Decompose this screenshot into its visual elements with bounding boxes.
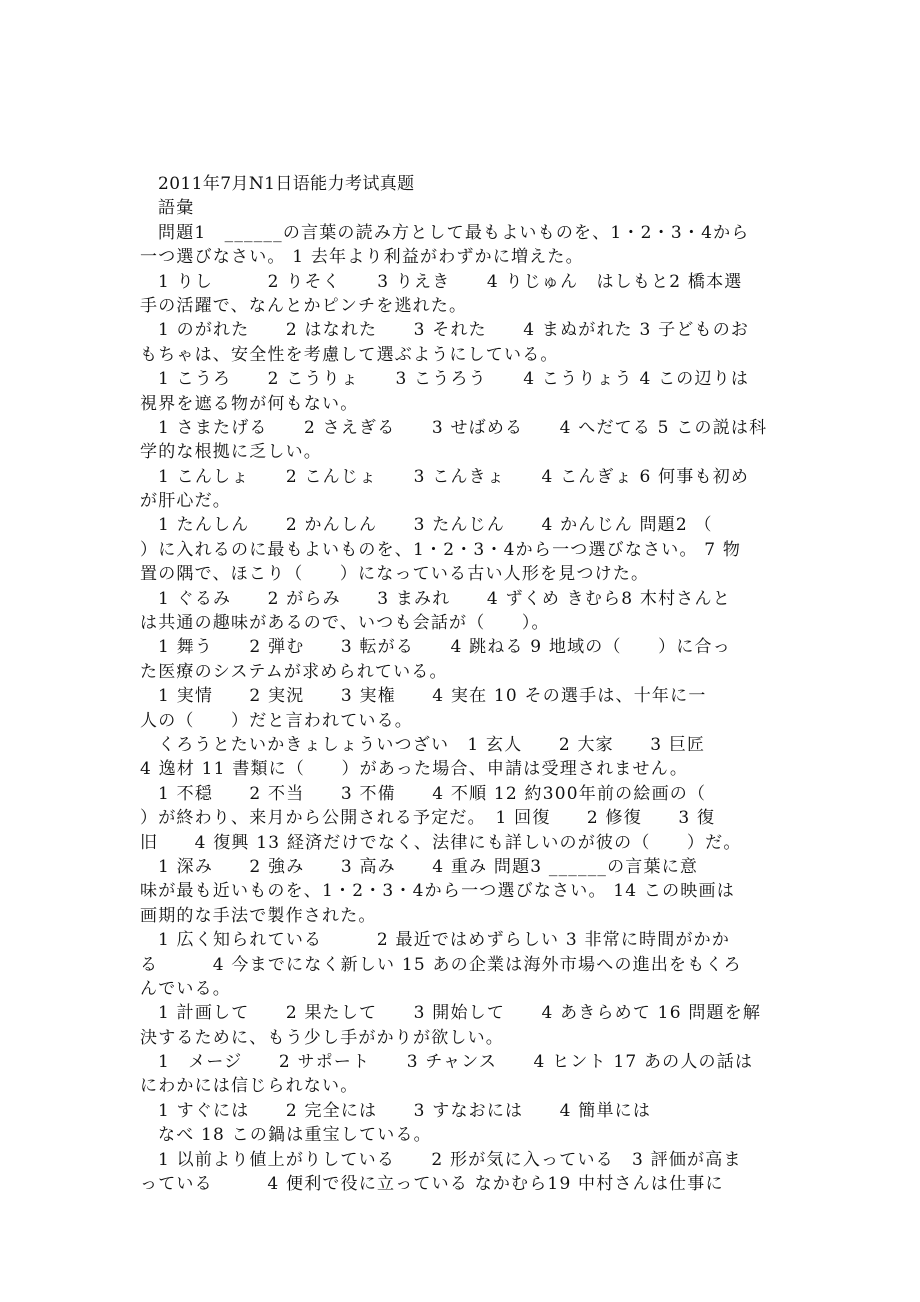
- text-line: ）が終わり、来月から公開される予定だ。 1 回復 2 修復 3 復: [140, 808, 716, 829]
- text-line: 1 こんしょ 2 こんじょ 3 こんきょ 4 こんぎょ 6 何事も初め: [158, 466, 750, 487]
- text-line: 1 こうろ 2 こうりょ 3 こうろう 4 こうりょう 4 この辺りは: [158, 369, 750, 390]
- document-page: [140, 172, 780, 1196]
- text-line: が肝心だ。: [140, 491, 231, 512]
- text-line: 1 メージ 2 サポート 3 チャンス 4 ヒント 17 あの人の話は: [158, 1052, 754, 1073]
- text-line: 問題1 ______の言葉の読み方として最もよいものを、1・2・3・4から: [158, 222, 750, 243]
- text-line: 人の（ ）だと言われている。: [140, 710, 413, 731]
- text-line: 1 すぐには 2 完全には 3 すなおには 4 簡単には: [158, 1100, 652, 1121]
- text-line: 味が最も近いものを、1・2・3・4から一つ選びなさい。 14 この映画は: [140, 881, 735, 902]
- text-line: 4 逸材 11 書類に（ ）があった場合、申請は受理されません。: [140, 759, 689, 780]
- text-line: 1 以前より値上がりしている 2 形が気に入っている 3 評価が高ま: [158, 1149, 742, 1170]
- text-line: 1 ぐるみ 2 がらみ 3 まみれ 4 ずくめ きむら8 木村さんと: [158, 588, 731, 609]
- text-line: た医療のシステムが求められている。: [140, 661, 448, 682]
- text-line: 1 りし 2 りそく 3 りえき 4 りじゅん はしもと2 橋本選: [158, 271, 743, 292]
- text-line: 置の隅で、ほこり（ ）になっている古い人形を見つけた。: [140, 564, 650, 585]
- text-line: 一つ選びなさい。 1 去年より利益がわずかに増えた。: [140, 247, 584, 268]
- text-line: なべ 18 この鍋は重宝している。: [158, 1125, 432, 1146]
- text-line: 学的な根拠に乏しい。: [140, 442, 322, 463]
- text-line: 1 深み 2 強み 3 高み 4 重み 問題3 ______の言葉に意: [158, 856, 699, 877]
- text-line: ）に入れるのに最もよいものを、1・2・3・4から一つ選びなさい。 7 物: [140, 539, 742, 560]
- text-line: る 4 今までになく新しい 15 あの企業は海外市場への進出をもくろ: [140, 954, 742, 975]
- text-line: 1 さまたげる 2 さえぎる 3 せばめる 4 へだてる 5 この説は科: [158, 417, 768, 438]
- text-line: 決するために、もう少し手がかりが欲しい。: [140, 1027, 504, 1048]
- text-line: 1 実情 2 実況 3 実権 4 実在 10 その選手は、十年に一: [158, 686, 707, 707]
- text-line: 手の活躍で、なんとかピンチを逃れた。: [140, 295, 468, 316]
- text-line: もちゃは、安全性を考慮して選ぶようにしている。: [140, 344, 559, 365]
- section-heading: 語彙: [158, 198, 195, 219]
- text-line: 1 計画して 2 果たして 3 開始して 4 あきらめて 16 問題を解: [158, 1003, 762, 1024]
- text-line: 視界を遮る物が何もない。: [140, 393, 359, 414]
- text-line: くろうとたいかきょしょういつざい 1 玄人 2 大家 3 巨匠: [158, 734, 706, 755]
- text-line: 1 広く知られている 2 最近ではめずらしい 3 非常に時間がかか: [158, 930, 731, 951]
- text-line: んでいる。: [140, 978, 231, 999]
- text-line: 1 たんしん 2 かんしん 3 たんじん 4 かんじん 問題2 （: [158, 515, 713, 536]
- text-line: 画期的な手法で製作された。: [140, 905, 377, 926]
- text-line: っている 4 便利で役に立っている なかむら19 中村さんは仕事に: [140, 1174, 724, 1195]
- text-line: 旧 4 復興 13 経済だけでなく、法律にも詳しいのが彼の（ ）だ。: [140, 832, 742, 853]
- document-title: 2011年7月N1日语能力考试真题: [158, 174, 415, 194]
- text-line: 1 不穏 2 不当 3 不備 4 不順 12 約300年前の絵画の（: [158, 783, 707, 804]
- text-line: にわかには信じられない。: [140, 1076, 359, 1097]
- text-line: 1 のがれた 2 はなれた 3 それた 4 まぬがれた 3 子どものお: [158, 320, 750, 341]
- text-line: は共通の趣味があるので、いつも会話が（ ）。: [140, 613, 550, 634]
- text-line: 1 舞う 2 弾む 3 転がる 4 跳ねる 9 地域の（ ）に合っ: [158, 637, 731, 658]
